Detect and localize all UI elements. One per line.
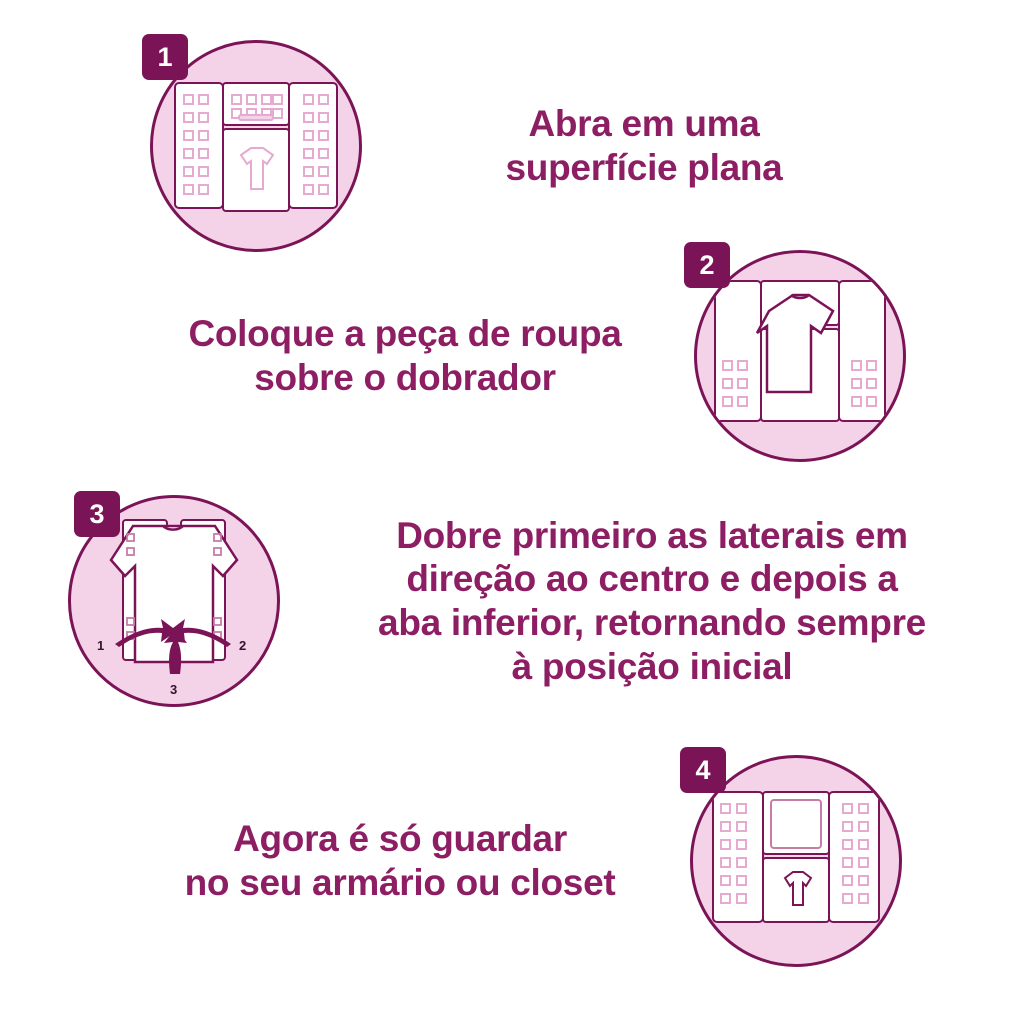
step-3-caption <box>332 514 972 689</box>
step-1 <box>150 40 980 252</box>
step-3 <box>68 495 998 707</box>
step-4-caption <box>140 817 660 904</box>
step-4 <box>140 755 1020 967</box>
step-2 <box>140 250 1020 462</box>
step-3-caption-line-4: à posição inicial <box>511 645 793 687</box>
step-4-caption-line-1: Agora é só guardar <box>233 818 567 860</box>
step-2-illustration <box>694 250 906 462</box>
step-1-caption-line-2: superfície plana <box>505 147 783 188</box>
step-1-caption <box>434 102 854 189</box>
step-4-illustration <box>690 755 902 967</box>
step-3-illustration <box>68 495 280 707</box>
arrow-label-2: 2 <box>239 638 247 653</box>
step-2-badge: 2 <box>684 242 730 288</box>
step-1-caption-line-1: Abra em uma <box>528 103 760 145</box>
step-4-badge: 4 <box>680 747 726 793</box>
step-2-caption <box>140 312 670 399</box>
step-3-caption-line-1: Dobre primeiro as laterais em <box>396 514 908 556</box>
arrow-label-3: 3 <box>170 682 178 697</box>
step-3-caption-line-2: direção ao centro e depois a <box>406 558 898 600</box>
step-1-badge: 1 <box>142 34 188 80</box>
step-2-caption-line-2: sobre o dobrador <box>254 357 556 398</box>
step-3-badge: 3 <box>74 491 120 537</box>
arrow-label-1: 1 <box>97 638 105 653</box>
step-2-caption-line-1: Coloque a peça de roupa <box>188 313 622 355</box>
step-4-caption-line-2: no seu armário ou closet <box>184 862 616 903</box>
step-1-illustration <box>150 40 362 252</box>
step-3-caption-line-3: aba inferior, retornando sempre <box>378 602 926 643</box>
